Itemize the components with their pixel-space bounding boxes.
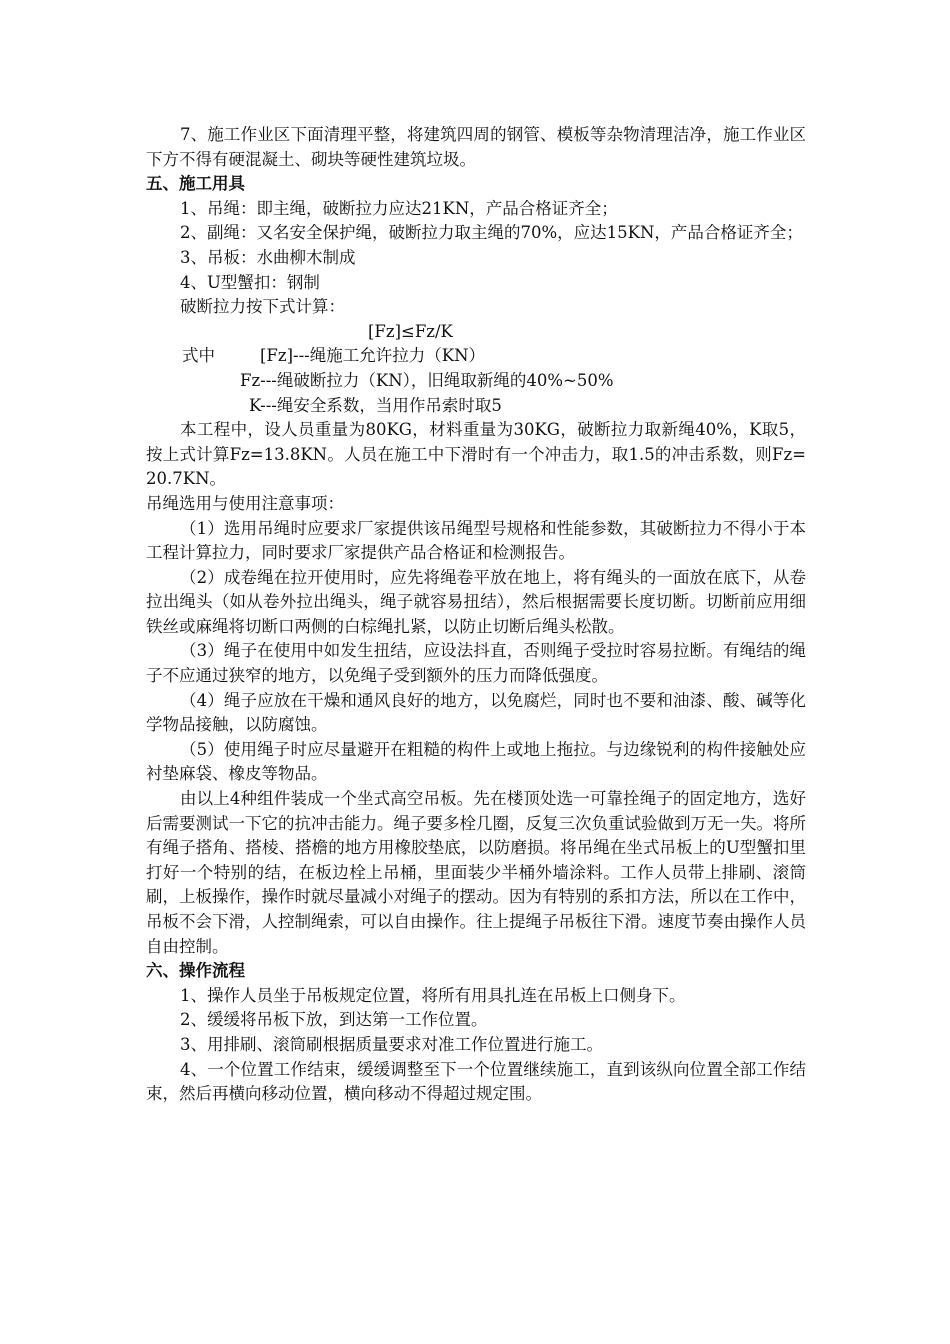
paragraph-hanging-board: 3、吊板：水曲柳木制成 [180,247,356,267]
paragraph-note-5: （5）使用绳子时应尽量避开在粗糙的构件上或地上拖拉。与边缘锐利的构件接触处应衬垫麻袋、橡皮等物品。 [146,739,806,784]
formula-definition-fz-allowed [146,344,806,369]
paragraph-note-4: （4）绳子应放在干燥和通风良好的地方，以免腐烂，同时也不要和油漆、酸、碱等化学物品接触，以防腐蚀。 [146,690,806,735]
paragraph-step-1: 1、操作人员坐于吊板规定位置，将所有用具扎连在吊板上口侧身下。 [180,985,686,1005]
formula-definition-text: [Fz]---绳施工允许拉力（KN） [260,346,486,366]
paragraph-safety-rope: 2、副绳：又名安全保护绳，破断拉力取主绳的70%，应达15KN，产品合格证齐全； [180,223,803,243]
formula-definition-k: K---绳安全系数，当用作吊索时取5 [249,395,502,415]
paragraph-step-4: 4、一个位置工作结束，缓缓调整至下一个位置继续施工，直到该纵向位置全部工作结束，然后再横向移动位置，横向移动不得超过规定围。 [146,1059,806,1104]
paragraph-formula-intro: 破断拉力按下式计算： [180,297,345,317]
paragraph-note-3: （3）绳子在使用中如发生扭结，应设法抖直，否则绳子受拉时容易拉断。有绳结的绳子不应通过狭窄的地方，以免绳子受到额外的压力而降低强度。 [146,641,806,686]
formula-where-label: 式中 [182,346,215,366]
paragraph-item-7: 7、施工作业区下面清理平整，将建筑四周的钢管、模板等杂物清理洁净，施工作业区下方不得有硬混凝土、砌块等硬性建筑垃圾。 [146,125,806,169]
section-heading-tools: 五、施工用具 [146,174,245,194]
paragraph-u-shackle: 4、U型蟹扣：钢制 [180,272,320,292]
formula-definition-fz: Fz---绳破断拉力（KN），旧绳取新绳的40%~50% [240,370,614,390]
paragraph-note-1: （1）选用吊绳时应要求厂家提供该吊绳型号规格和性能参数，其破断拉力不得小于本工程计算拉力，同时要求厂家提供产品合格证和检测报告。 [146,518,806,563]
paragraph-assembly: 由以上4种组件装成一个坐式高空吊板。先在楼顶处选一可靠拴绳子的固定地方，选好后需要测试一下它的抗冲击能力。绳子要多栓几圈，反复三次负重试验做到万无一失。将所有绳子搭角、搭棱、搭檐的地方用橡胶垫底，以防磨损。将吊绳在坐式吊板上的U型蟹扣里打好一个特别的结，在板边栓上吊桶，里面装少半桶外墙涂料。工作人员带上排刷、滚筒刷，上板操作，操作时就尽量减小对绳子的摆动。因为有特别的系扣方法，所以在工作中，吊板不会下滑，人控制绳索，可以自由操作。往上提绳子吊板往下滑。速度节奏由操作人员自由控制。 [146,789,806,956]
section-heading-procedure: 六、操作流程 [146,961,245,981]
paragraph-step-2: 2、缓缓将吊板下放，到达第一工作位置。 [180,1010,488,1030]
paragraph-main-rope: 1、吊绳：即主绳，破断拉力应达21KN，产品合格证齐全； [180,198,618,218]
paragraph-note-2: （2）成卷绳在拉开使用时，应先将绳卷平放在地上，将有绳头的一面放在底下，从卷拉出绳头（如从卷外拉出绳头，绳子就容易扭结），然后根据需要长度切断。切断前应用细铁丝或麻绳将切断口两侧的白棕绳扎紧，以防止切断后绳头松散。 [146,567,806,636]
paragraph-rope-notes-title: 吊绳选用与使用注意事项： [146,493,344,513]
formula-line: [Fz]≤Fz/K [368,321,453,341]
paragraph-calculation: 本工程中，设人员重量为80KG，材料重量为30KG，破断拉力取新绳40%，K取5，按上式计算Fz=13.8KN。人员在施工中下滑时有一个冲击力，取1.5的冲击系数，则Fz=20.7KN。 [146,420,806,489]
paragraph-step-3: 3、用排刷、滚筒刷根据质量要求对准工作位置进行施工。 [180,1034,603,1054]
document-body [146,123,806,1107]
